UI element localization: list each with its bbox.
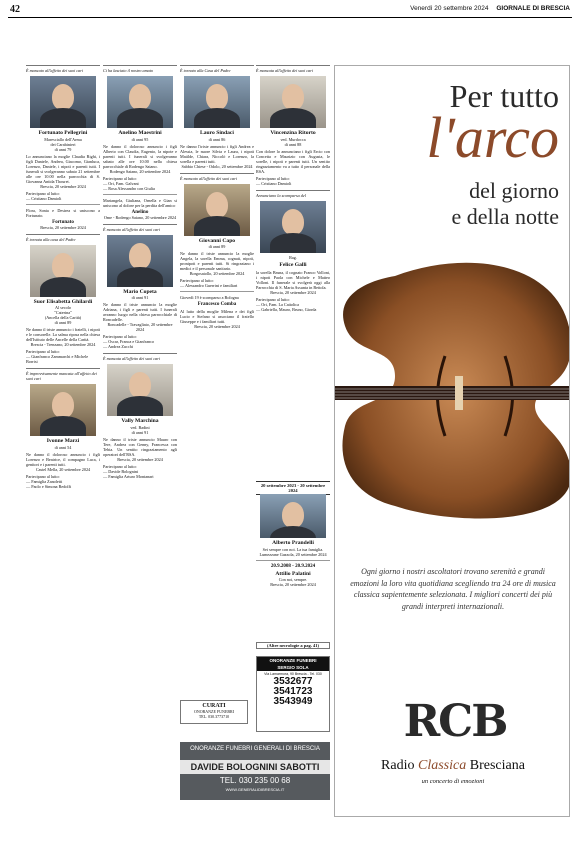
ad-body-text: Ogni giorno i nostri ascoltatori trovano serenità e grandi emozioni la loro vita quotidiana scegliendo tra 24 ore di musica classica sapientemente selezionata. I migliori concerti dei più grandi interpreti internazionali. — [350, 567, 556, 611]
obituary-ghilardi — [26, 234, 100, 365]
intro-text: È improvvisamente mancata all'affetto dei suoi cari — [26, 371, 97, 381]
phone-number: 3541723 — [273, 686, 313, 697]
age: di anni 91 — [131, 295, 149, 300]
notice-text: Al lutto della moglie Milena e dei figli Lucio e Stefano si associano il fratello Giuseppe e i familiari tutti. — [180, 309, 254, 324]
age: di anni 91 — [131, 429, 149, 435]
anniversary-dates: 20 settembre 2023 - 20 settembre 2024 — [256, 481, 330, 495]
obituary-sindaci — [180, 65, 254, 169]
phone-number: 3532677 — [273, 676, 313, 687]
age: di anni 54 — [54, 444, 72, 450]
page-number: 42 — [10, 4, 20, 15]
ad-header: ONORANZE FUNEBRI GENERALI DI BRESCIA — [190, 746, 320, 752]
notice-text: la sorella Bruna, il cognato Franco Volloni, i nipoti Paola con Michele e Matteo Volloni. Il funerale si svolgerà oggi alla Parrocchia di S. Maria Assunta in Bettola. — [256, 270, 330, 290]
radio-classica-ad — [334, 65, 570, 817]
deceased-name: Fortunato — [52, 219, 74, 225]
participant: — Famiglia Zanoletti — [26, 478, 63, 484]
participants-heading: Partecipano al lutto: — [256, 297, 290, 302]
phone-number: TEL. 030.3773710 — [198, 714, 230, 719]
participant: — Cristiano Damioli — [256, 180, 292, 186]
place-date: Brescia, 20 settembre 2024 — [270, 290, 316, 295]
obituary-ritorto — [256, 65, 330, 186]
notice-text: Flora, Sonia e Desirea si uniscono a Fortunato. — [26, 207, 100, 218]
notice-text: Ne danno l'triste annuncio i figli Andrea e Alessia, le nuore Silvia e Laura, i nipoti Matilde, Chiara, Niccolò e Lorenzo, la sorella e parenti tutti. — [180, 143, 254, 164]
deceased-name: Ivonne Marzi — [46, 438, 80, 444]
portrait-photo — [260, 76, 326, 128]
deceased-name: Fortunato Pellegrini — [38, 130, 88, 136]
intro-text: È mancato all'affetto dei suoi cari — [26, 68, 84, 73]
place-date: Borgosatollo, 20 settembre 2024 — [189, 271, 245, 276]
header-date: Venerdì 20 settembre 2024 — [410, 5, 489, 12]
participant: — Oscar, Franca e Gianfranco — [103, 339, 155, 344]
place-date: Brescia, 20 settembre 2024 — [270, 582, 316, 587]
participant: — Alessandro Guerrini e familiari — [180, 283, 238, 288]
intro-text: È mancato all'affetto dei suoi cari — [103, 226, 161, 232]
obituary-copeta — [103, 224, 177, 350]
place-date: Castel Mella, 20 settembre 2024 — [35, 466, 91, 472]
notice-text: Con noi, sempre. — [278, 577, 308, 582]
participants-heading: Partecipano al lutto: — [103, 175, 137, 181]
ad-brand: SERGIO SOLA — [257, 664, 329, 671]
obituary-column-3 — [180, 65, 254, 333]
title-prefix: Rag. — [289, 254, 297, 260]
ad-header: ONORANZE FUNEBRI — [257, 657, 329, 664]
deceased-name: Lauro Sindaci — [200, 130, 234, 136]
ad-headline: l'arco — [426, 105, 559, 170]
notice-text: Ne danno il doloroso annuncio i figli Alberto con Claudia, Eugenio, la nipote e parenti tutti. I funerali si svolgeranno sabato alle ore 10.00 nella chiesa parrocchiale di Rodengo Saiano. — [103, 143, 177, 169]
obituary-column-2 — [103, 65, 177, 483]
participants-heading: Partecipano al lutto: — [180, 278, 214, 283]
header-info — [410, 5, 570, 12]
publication-name: GIORNALE DI BRESCIA — [496, 5, 570, 12]
notice-text: Ne danno il triste annuncio la moglie Adriana, i figli e parenti tutti. I funerali avranno luogo nella chiesa parrocchiale di Roncadelle. — [103, 302, 177, 322]
portrait-photo — [260, 201, 326, 253]
place-date: Brescia, 20 settembre 2024 — [40, 183, 86, 189]
intro-text: È tornato alla Casa del Padre — [180, 68, 231, 73]
place-date: Brescia, 20 settembre 2024 — [117, 456, 163, 462]
obituary-marzi — [26, 368, 100, 489]
participant: — Famiglia Arturo Montanari — [103, 473, 154, 479]
deceased-name: Mario Copeta — [123, 288, 157, 295]
anniversary-dates: 20.9.2008 - 20.9.2024 — [270, 563, 316, 569]
age: di anni 88 — [284, 141, 302, 147]
obituary-maestrini — [103, 65, 177, 220]
obituary-marchina — [103, 353, 177, 479]
deceased-name: Felice Galli — [279, 261, 307, 268]
portrait-photo — [184, 184, 250, 236]
anniversary-prandelli — [256, 492, 330, 587]
place-date: Lumezzane Gazzola, 20 settembre 2024 — [259, 551, 327, 557]
participant: — Ori, Fam. La Cattolica — [256, 302, 300, 307]
obituary-column-4 — [256, 65, 330, 316]
notice-text: Ne danno il triste annuncio i fratelli, i nipoti e le consorelle. La salma riposa nella chiesa dell'Istituto delle Ancelle della Carità. — [26, 327, 100, 342]
intro-text: È tornata alla casa del Padre — [26, 236, 76, 242]
participants-heading: Partecipano al lutto: — [256, 175, 290, 181]
ad-sergio-sola — [256, 656, 330, 732]
age: di anni 79 — [54, 146, 72, 152]
ad-brand: DAVIDE BOLOGNINI SABOTTI — [180, 760, 330, 774]
violin-image — [335, 236, 570, 526]
ad-sub: ONORANZE FUNEBRI — [193, 709, 235, 714]
participant: — Rosa Alessandro con Giulia — [103, 185, 155, 191]
portrait-photo — [184, 76, 250, 128]
notice-text: Lo annunciano la moglie Claudia Righi, i figli Daniele, Andrea, Giacomo, Gianluca, Lorenzo, Daniele, i nipoti e parenti tutti. I funerali si svolgeranno sabato 21 settembre alle ore 10.00 nella parrocchia di S. Giovanna Antida Thouret. — [26, 153, 100, 184]
deceased-name: Anelino Maestrini — [118, 130, 162, 136]
obituary-galli — [256, 190, 330, 313]
deceased-name: Vincenzina Ritorto — [270, 130, 316, 136]
portrait-photo — [30, 245, 96, 297]
participants-heading: Partecipano al lutto: — [26, 473, 60, 479]
radio-brand: Radio Classica Bresciana — [381, 758, 525, 773]
obituary-capo — [180, 173, 254, 330]
ad-curati — [180, 700, 248, 724]
deceased-name: Francesco Comba — [197, 302, 237, 307]
rcb-logo: RCB — [403, 696, 507, 747]
portrait-photo — [260, 494, 326, 538]
participants-heading: Partecipano al lutto: — [103, 334, 137, 339]
subtitle: ved. Murdocca — [280, 136, 306, 142]
participant: — Ori, Fam. Galvani — [103, 180, 139, 186]
portrait-photo — [30, 384, 96, 436]
participants-heading: Partecipano al lutto: — [103, 463, 137, 469]
portrait-photo — [107, 364, 173, 416]
intro-text: È mancata all'affetto dei suoi cari — [103, 356, 161, 361]
place-date: Roncadelle - Travagliato, 20 settembre 2024 — [107, 322, 173, 332]
notice-text: Ne danno il triste annuncio la moglie Angela, la sorella Emma, cognati, nipoti, pronipoti e parenti tutti. Si ringraziano i medici e il personale sanitario. — [180, 251, 254, 271]
place-date: Brescia, 20 settembre 2024 — [40, 224, 86, 230]
place-date: Rodengo Saiano, 20 settembre 2024 — [109, 168, 171, 174]
deceased-name: Attilio Palatini — [275, 570, 311, 577]
participant: — Gabriella, Mauro, Bruno, Giorda — [256, 307, 317, 312]
participant: — Cristiano Damioli — [26, 195, 62, 201]
portrait-photo — [107, 235, 173, 287]
participant: — Andrea Zucchi — [103, 344, 133, 349]
deceased-name: Giovanni Capo — [198, 237, 236, 244]
place-date: Brescia, 20 settembre 2024 — [194, 324, 240, 329]
subtitle: (Ancella della Carità) — [44, 315, 82, 320]
page-header — [8, 4, 572, 18]
age: di anni 95 — [131, 136, 149, 142]
deceased-name: Suor Elisabetta Ghilardi — [33, 298, 93, 305]
ad-brand: CURATI — [202, 703, 226, 709]
notice-text: Ne danno il triste annuncio Mauro con Tere, Andrea con Genny, Francesca con Tebia. Un sentito ringraziamento agli operatori dell'RSA. — [103, 436, 177, 457]
deceased-name: Anelino — [131, 209, 149, 215]
intro-text: Ci ha lasciato il nostro amato — [103, 68, 153, 73]
place-date: Sabbio Chiese - Odolo, 20 settembre 2024 — [181, 163, 253, 169]
phone-number: TEL. 030 235 00 68 — [219, 776, 291, 785]
intro-text: È mancato all'affetto dei suoi cari — [180, 175, 238, 181]
ad-headline: Per tutto — [449, 78, 559, 114]
subtitle: ved. Badini — [130, 424, 150, 430]
ad-headline: e della notte — [451, 204, 559, 229]
deceased-name: Alberto Prandelli — [272, 540, 314, 546]
radio-tagline: un concerto di emozioni — [421, 778, 485, 785]
participant: — Gianfranco Zammarchi e Michele Borrisi — [26, 354, 89, 364]
subtitle: dei Carabinieri — [50, 141, 76, 147]
participants-heading: Partecipano al lutto: — [26, 349, 60, 354]
portrait-photo — [107, 76, 173, 128]
ad-address: Via Lamarmora, 90 Brescia - Tel. 030 — [264, 672, 322, 676]
ad-website: WWW.GENERALIDIBRESCIA.IT — [225, 787, 285, 792]
notice-text: Con dolore lo annunciano i figli Ercio con Concetta e Maurizio con Augusta, le sorelle, i nipoti e parenti tutti. Un sentito ringraziamento va a tutto il personale della RSA. — [256, 148, 330, 174]
portrait-photo — [30, 76, 96, 128]
obituary-column-1 — [26, 65, 100, 493]
ad-bolognini-sabotti — [180, 742, 330, 800]
notice-text: Giovedì 19 è scomparso a Bologna — [180, 295, 239, 300]
participants-heading: Partecipano al lutto: — [26, 190, 60, 196]
more-obituaries-note: (Altre necrologie a pag. 41) — [256, 642, 330, 649]
phone-number: 3543949 — [273, 696, 313, 707]
ad-headline: del giorno — [469, 178, 559, 203]
place-date: Brescia - Trenzano, 20 settembre 2024 — [30, 342, 96, 347]
intro-text: È mancata all'affetto dei suoi cari — [256, 68, 314, 73]
age: di anni 86 — [208, 136, 226, 142]
subtitle: Al secolo — [55, 305, 71, 310]
notice-text: Ne danno il doloroso annuncio i figli Lorenzo e Beatrice, il compagno Luca, i genitori e i parenti tutti. — [26, 451, 100, 467]
intro-text: Annunciano la scomparsa del — [256, 192, 306, 198]
subtitle: Maresciallo dell'Arma — [44, 136, 82, 142]
notice-text: Mariangela, Giuliana, Ornella e Gian si uniscono al dolore per la perdita dell'amico — [103, 197, 177, 208]
age: di anni 89 — [208, 244, 226, 249]
obituary-pellegrini — [26, 65, 100, 230]
participant: — Paolo e Simona Redolfi — [26, 483, 72, 489]
subtitle: "Caterina" — [54, 310, 72, 315]
place-date: Ome - Rodengo Saiano, 20 settembre 2024 — [103, 214, 177, 220]
notice-text: Sei sempre con noi. La tua famiglia. — [262, 546, 324, 552]
deceased-name: Vally Marchina — [121, 418, 159, 424]
participant: — Davide Bolognini — [103, 468, 139, 474]
age: di anni 89 — [54, 320, 72, 325]
